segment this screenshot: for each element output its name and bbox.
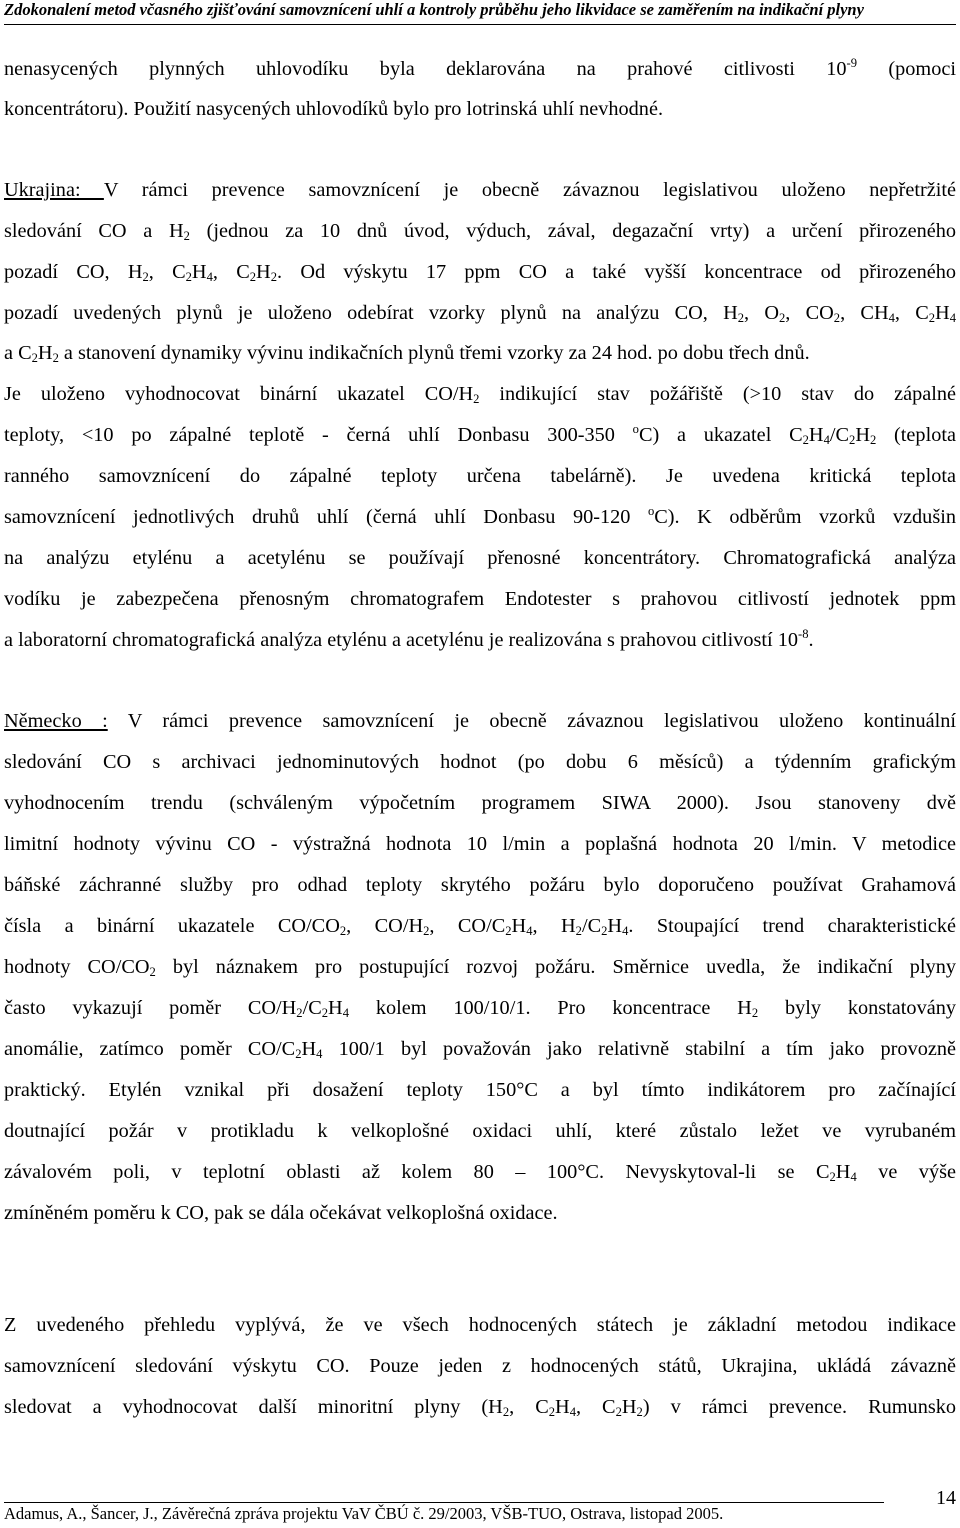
text-segment: teploty, <10 po zápalné teplotě - černá uhlí Donbasu 300-350 — [4, 424, 633, 446]
subscript: 4 — [949, 311, 956, 326]
text-segment: V rámci prevence samovznícení je obecně závaznou legislativou uloženo nepřetržité — [103, 179, 956, 201]
text-segment: Z uvedeného přehledu vyplývá, že ve všech hodnocených státech je základní metodou indikace — [4, 1314, 956, 1336]
text-segment: byl náznakem pro postupující rozvoj požáru. Směrnice uvedla, že indikační plyny — [155, 956, 956, 978]
text-segment: samovznícení jednotlivých druhů uhlí (černá uhlí Donbasu 90-120 — [4, 506, 648, 528]
subscript: 2 — [779, 311, 786, 326]
subscript: 4 — [569, 1405, 576, 1420]
text-segment: kolem 100/10/1. Pro koncentrace H — [349, 997, 752, 1019]
text-segment: V rámci prevence samovznícení je obecně závaznou legislativou uloženo kontinuální — [107, 710, 956, 732]
text-segment: , H — [532, 915, 576, 937]
subscript: 2 — [321, 1006, 329, 1021]
footer-rule — [4, 1502, 884, 1503]
text-line — [4, 953, 956, 981]
text-segment: . Stoupající trend charakteristické — [628, 915, 956, 937]
text-segment: sledování CO s archivaci jednominutových hodnot (po dobu 6 měsíců) a týdenním grafickým — [4, 751, 956, 773]
text-segment: závalovém poli, v teplotní oblasti až kolem 80 – 100°C. Nevyskytoval-li se C — [4, 1161, 830, 1183]
text-segment: samovznícení sledování výskytu CO. Pouze jeden z hodnocených států, Ukrajina, ukládá závazně — [4, 1355, 956, 1377]
text-segment: pozadí uvedených plynů je uloženo odebírat vzorky plynů na analýzu CO, H — [4, 302, 738, 324]
text-segment: (jednou za 10 dnů úvod, výduch, zával, degazační vrty) a určení přirozeného — [189, 220, 956, 242]
subscript: 2 — [601, 924, 608, 939]
subscript: 2 — [473, 392, 480, 407]
text-segment: H — [607, 915, 623, 937]
superscript: -8 — [798, 626, 809, 641]
text-segment: , C — [509, 1396, 549, 1418]
page-number: 14 — [936, 1487, 956, 1509]
footer-citation: Adamus, A., Šancer, J., Závěrečná zpráva projektu VaV ČBÚ č. 29/2003, VŠB-TUO, Ostrava, listopad 2005. — [4, 1504, 724, 1523]
subscript: 2 — [295, 1047, 302, 1062]
text-segment: H — [935, 302, 950, 324]
running-header: Zdokonalení metod včasného zjišťování samovznícení uhlí a kontroly průběhu jeho likvidace se zaměřením na indikační plyny — [4, 0, 864, 19]
subscript: 2 — [270, 270, 277, 285]
text-segment: nenasycených plynných uhlovodíku byla deklarována na prahové citlivosti 10 — [4, 58, 847, 80]
subscript: 4 — [206, 270, 213, 285]
subscript: 2 — [548, 1405, 556, 1420]
text-segment: (pomoci — [857, 58, 956, 80]
text-segment: H — [555, 1396, 570, 1418]
text-segment: sledovat a vyhodnocovat další minoritní plyny (H — [4, 1396, 503, 1418]
subscript: 2 — [751, 1006, 759, 1021]
text-segment: pozadí CO, H — [4, 261, 143, 283]
text-line — [4, 299, 956, 327]
subscript: 4 — [850, 1170, 857, 1185]
text-line — [4, 55, 956, 83]
subscript: 2 — [249, 270, 257, 285]
text-segment: ranného samovznícení do zápalné teploty určena tabelárně). Je uvedena kritická teplota — [4, 465, 956, 487]
text-segment: H — [256, 261, 271, 283]
subscript: 2 — [829, 1170, 836, 1185]
text-segment: /C — [581, 915, 602, 937]
subscript: 2 — [869, 433, 877, 448]
text-segment: doutnající požár v protikladu k velkoplošné oxidaci uhlí, které zůstalo ležet ve vyrubaném — [4, 1120, 956, 1142]
text-line — [4, 1035, 956, 1063]
subscript: 4 — [823, 433, 830, 448]
text-segment: H — [301, 1038, 317, 1060]
text-line — [4, 789, 956, 817]
text-segment: sledování CO a H — [4, 220, 184, 242]
text-line — [4, 871, 956, 899]
subscript: 2 — [502, 1405, 510, 1420]
text-segment: H — [855, 424, 870, 446]
text-segment: často vykazují poměr CO/H — [4, 997, 297, 1019]
text-segment: byly konstatovány — [758, 997, 956, 1019]
text-line — [4, 1393, 956, 1421]
text-line — [4, 503, 956, 531]
subscript: 4 — [526, 924, 533, 939]
text-segment: vyhodnocením trendu (schváleným výpočetním programem SIWA 2000). Jsou stanoveny dvě — [4, 792, 956, 814]
header-rule — [4, 24, 956, 25]
subscript: 2 — [833, 311, 841, 326]
text-segment: H — [835, 1161, 851, 1183]
text-segment: a C — [4, 342, 32, 364]
text-segment: zmíněném poměru k CO, pak se dála očekávat velkoplošná oxidace. — [4, 1202, 558, 1224]
text-line — [4, 176, 956, 204]
text-segment: , CO/H — [346, 915, 424, 937]
text-segment: C) a ukazatel C — [638, 424, 803, 446]
text-segment: , C — [894, 302, 929, 324]
subscript: 2 — [802, 433, 809, 448]
text-line — [4, 462, 956, 490]
text-line — [4, 830, 956, 858]
text-segment: hodnoty CO/CO — [4, 956, 150, 978]
text-line — [4, 421, 956, 449]
subscript: 2 — [183, 229, 190, 244]
superscript: o — [632, 421, 639, 436]
text-segment: praktický. Etylén vznikal při dosažení teploty 150°C a byl tímto indikátorem pro začínající — [4, 1079, 956, 1101]
text-segment: a stanovení dynamiky vývinu indikačních plynů třemi vzorky za 24 hod. po dobu třech dnů. — [58, 342, 810, 364]
text-segment: , C — [212, 261, 250, 283]
text-segment: H — [808, 424, 824, 446]
text-segment: , C — [575, 1396, 616, 1418]
text-segment: , CH — [840, 302, 889, 324]
subscript: 2 — [636, 1405, 643, 1420]
text-line — [4, 1311, 956, 1339]
subscript: 2 — [928, 311, 936, 326]
text-segment: a laboratorní chromatografická analýza etylénu a acetylénu je realizována s prahovou citlivostí 10 — [4, 629, 799, 651]
text-line — [4, 1199, 956, 1227]
text-line — [4, 626, 956, 654]
text-segment: ve výše — [856, 1161, 956, 1183]
text-line — [4, 1117, 956, 1145]
text-segment: indikující stav požářiště (>10 stav do zápalné — [479, 383, 957, 405]
subscript: 2 — [505, 924, 512, 939]
text-segment: H — [328, 997, 343, 1019]
text-segment: C). K odběrům vzorků vzdušin — [654, 506, 956, 528]
text-segment: /C — [829, 424, 850, 446]
subscript: 2 — [615, 1405, 622, 1420]
text-line — [4, 585, 956, 613]
section-label: Německo : — [4, 710, 108, 732]
text-segment: vodíku je zabezpečena přenosným chromatografem Endotester s prahovou citlivostí jednotek ppm — [4, 588, 956, 610]
text-line — [4, 1352, 956, 1380]
subscript: 2 — [31, 351, 38, 366]
text-segment: , CO/C — [429, 915, 506, 937]
section-label: Ukrajina: — [4, 179, 104, 201]
subscript: 2 — [423, 924, 430, 939]
text-line — [4, 95, 956, 123]
text-line — [4, 748, 956, 776]
text-segment: 100/1 byl považován jako relativně stabilní a tím jako provozně — [322, 1038, 957, 1060]
text-segment: H — [191, 261, 207, 283]
text-segment: anomálie, zatímco poměr CO/C — [4, 1038, 296, 1060]
text-segment: H — [37, 342, 53, 364]
text-line — [4, 339, 956, 367]
text-segment: , O — [744, 302, 779, 324]
text-line — [4, 217, 956, 245]
subscript: 2 — [339, 924, 347, 939]
subscript: 2 — [575, 924, 582, 939]
subscript: 4 — [888, 311, 895, 326]
text-segment: báňské záchranné služby pro odhad teploty skrytého požáru bylo doporučeno používat Grahamová — [4, 874, 956, 896]
subscript: 4 — [316, 1047, 323, 1062]
text-segment: /C — [302, 997, 322, 1019]
text-segment: čísla a binární ukazatele CO/CO — [4, 915, 340, 937]
text-line — [4, 912, 956, 940]
subscript: 2 — [849, 433, 856, 448]
superscript: o — [647, 503, 655, 518]
text-line — [4, 380, 956, 408]
text-line — [4, 707, 956, 735]
text-line — [4, 1076, 956, 1104]
subscript: 4 — [342, 1006, 349, 1021]
text-segment: ) v rámci prevence. Rumunsko — [642, 1396, 957, 1418]
text-segment: H — [621, 1396, 637, 1418]
text-segment: na analýzu etylénu a acetylénu se používají přenosné koncentrátory. Chromatografická analýza — [4, 547, 956, 569]
text-line — [4, 544, 956, 572]
superscript: -9 — [846, 55, 857, 70]
subscript: 2 — [142, 270, 149, 285]
text-segment: . — [808, 629, 814, 651]
subscript: 2 — [185, 270, 192, 285]
text-segment: (teplota — [876, 424, 956, 446]
text-segment: , CO — [785, 302, 834, 324]
subscript: 4 — [622, 924, 629, 939]
subscript: 2 — [737, 311, 745, 326]
text-segment: limitní hodnoty vývinu CO - výstražná hodnota 10 l/min a poplašná hodnota 20 l/min. V metodice — [4, 833, 956, 855]
text-segment: Je uloženo vyhodnocovat binární ukazatel CO/H — [4, 383, 474, 405]
text-segment: H — [511, 915, 527, 937]
text-line — [4, 258, 956, 286]
text-segment: , C — [148, 261, 186, 283]
text-line — [4, 1158, 956, 1186]
subscript: 2 — [296, 1006, 303, 1021]
text-segment: koncentrátoru). Použití nasycených uhlovodíků bylo pro lotrinská uhlí nevhodné. — [4, 98, 664, 120]
text-line — [4, 994, 956, 1022]
subscript: 2 — [52, 351, 59, 366]
text-segment: . Od výskytu 17 ppm CO a také vyšší koncentrace od přirozeného — [276, 261, 956, 283]
subscript: 2 — [149, 965, 156, 980]
